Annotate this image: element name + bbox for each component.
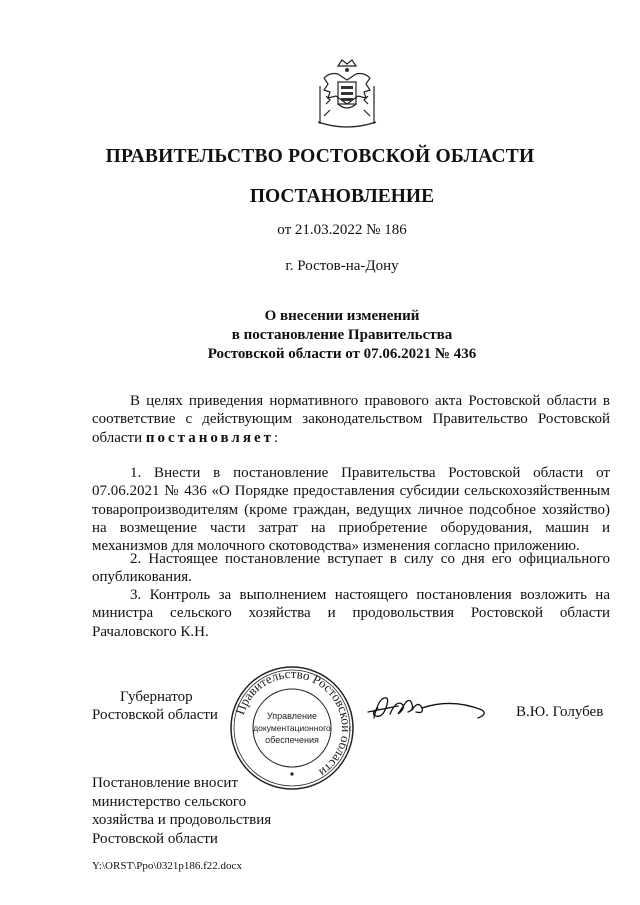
submitted-by-line: Ростовской области [92,830,218,847]
stamp-ring-text: Правительство Ростовской области [232,665,355,781]
submitted-by-block [92,774,271,848]
date-number: от 21.03.2022 № 186 [277,222,407,238]
item-3-text: 3. Контроль за выполнением настоящего постановления возложить на министра сельского хозяйства и продовольствия Ростовской области Рачаловского К.Н. [92,587,610,640]
handwritten-signature [362,688,494,728]
submitted-by-line: хозяйства и продовольствия [92,812,272,829]
stamp-center-text: обеспечения [265,735,319,745]
item-1-paragraph [92,464,610,555]
submitted-by-line: министерство сельского [92,793,247,810]
intro-text: В целях приведения нормативного правового акта Ростовской области в соответствие с действующим законодательством Правительство Ростовской области [92,393,610,446]
item-2-text: 2. Настоящее постановление вступает в силу со дня его официального опубликования. [92,551,610,586]
item-2-paragraph [92,550,610,587]
subject-line: О внесении изменений [264,308,420,324]
signatory-title-line: Губернатор [120,689,193,705]
subject-line: Ростовской области от 07.06.2021 № 436 [207,346,477,362]
item-3-paragraph [92,586,610,641]
intro-colon: : [274,429,279,446]
subject-line: в постановление Правительства [231,327,453,343]
signatory-title [92,688,218,724]
signatory-name: В.Ю. Голубев [516,704,604,720]
official-stamp [228,664,356,792]
government-title: ПРАВИТЕЛЬСТВО РОСТОВСКОЙ ОБЛАСТИ [105,146,535,167]
intro-paragraph [92,392,610,447]
decree-word: постановляет [145,429,274,446]
document-type: ПОСТАНОВЛЕНИЕ [249,186,435,207]
submitted-by-line: Постановление вносит [92,775,239,791]
signatory-title-line: Ростовской области [92,707,218,723]
stamp-center-text: документационного [253,723,331,733]
document-subject [22,307,640,364]
file-path: Y:\ORST\Ppo\0321p186.f22.docx [92,860,242,872]
item-1-text: 1. Внести в постановление Правительства Ростовской области от 07.06.2021 № 436 «О Порядке предоставления субсидии сельскохозяйственным товаропроизводителям (кроме граждан, ведущих личное подсобное хозяйство) на возмещение части затрат на приобретение оборудования, машин и механизмов для молочного скотоводства» изменения согласно приложению. [92,465,610,555]
coat-of-arms-icon [316,56,378,128]
city: г. Ростов-на-Дону [285,258,399,274]
stamp-center-text: Управление [266,711,318,721]
